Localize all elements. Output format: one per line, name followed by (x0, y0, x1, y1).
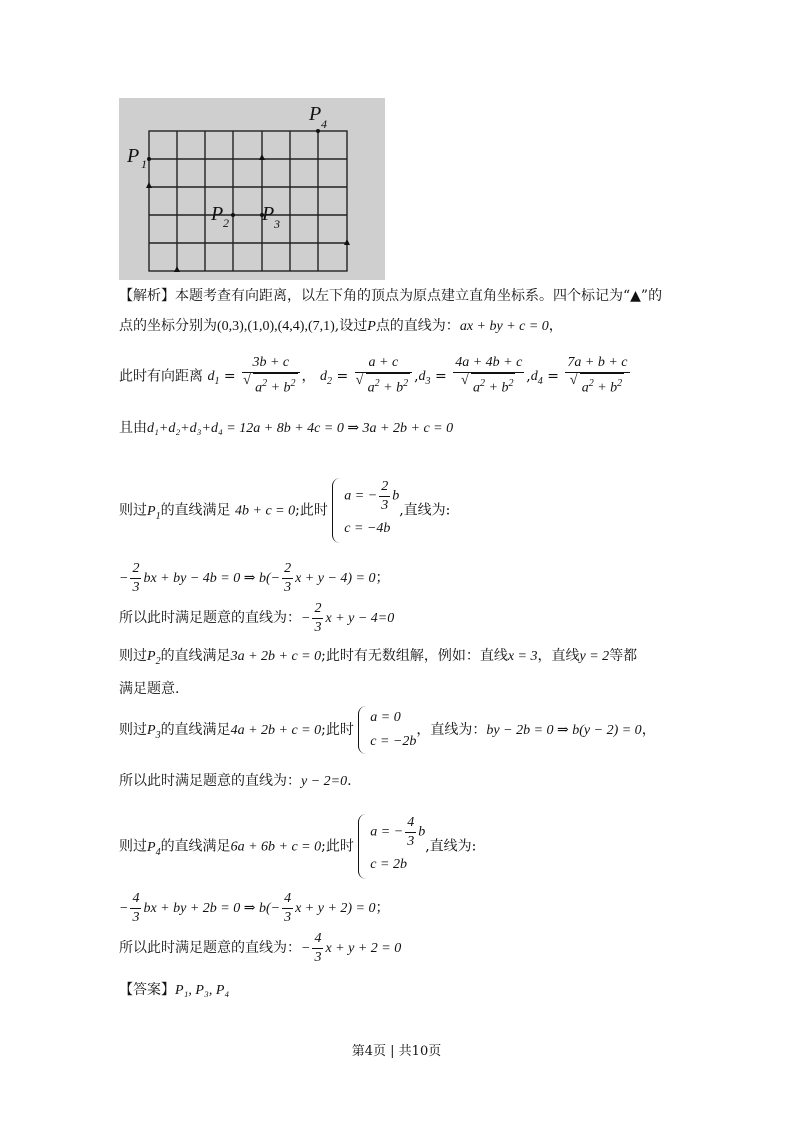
label-p4: P (309, 103, 322, 125)
p4-condition: 则过$P_4$的直线满足6a + 6b + c = 0;此时 a = − $\frac{4}{3}$ b c = 2b ,直线为: (119, 814, 476, 882)
point-p1 (147, 157, 151, 161)
point-p2 (231, 213, 235, 217)
point-p4 (316, 129, 320, 133)
grid-figure (119, 98, 385, 280)
marker-triangle (174, 266, 180, 272)
distance-formulas: 此时有向距离 $d_1$ = 3b + c √ $a^2 + b^2$ ， $d_2$ = a + c √ $a^2 + b^2$ $,d_3$ = 4a + 4b + c √ $a^2 + b^2$ $,d_4$ = 7a + b + c √ $a^2 + b^2$ (119, 354, 632, 402)
grid-diagram (119, 98, 385, 280)
analysis-line-2: 点的坐标分别为(0,3),(1,0),(4,4),(7,1),设过P点的直线为：ax + by + c = 0， (119, 318, 563, 334)
p2-condition: 则过$P_2$的直线满足3a + 2b + c = 0;此时有无数组解，例如：直线x = 3，直线y = 2等都 (119, 648, 638, 667)
p1-condition: 则过$P_1$的直线满足 4b + c = 0;此时 a = − $\frac{2}{3}$ b c = −4b ,直线为: (119, 478, 450, 546)
label-p1: P (127, 145, 140, 167)
p4-line-derivation: − $\frac{4}{3}$ bx + by + 2b = 0 ⇒ b(− $\frac{4}{3}$ x + y + 2) = 0； (119, 890, 390, 926)
svg-text:3: 3 (274, 217, 280, 231)
label-p2: P (211, 203, 224, 225)
svg-text:4: 4 (321, 117, 327, 131)
p3-condition: 则过$P_3$的直线满足4a + 2b + c = 0;此时 a = 0 c = −2b ，直线为：by − 2b = 0 ⇒ b(y − 2) = 0， (119, 702, 656, 764)
marker-triangle (146, 182, 152, 188)
svg-text:2: 2 (223, 216, 229, 230)
answer-line: 【答案】P₁, P₃, P₄ (119, 982, 230, 998)
label-p3: P (262, 203, 275, 225)
page-footer: 第4页 | 共10页 (351, 1044, 442, 1059)
analysis-line-1: 【解析】本题考查有向距离，以左下角的顶点为原点建立直角坐标系。四个标记为“▲”的 (119, 288, 663, 304)
p1-result: 所以此时满足题意的直线为：− $\frac{2}{3}$ x + y − 4=0 (119, 601, 395, 636)
svg-text:1: 1 (141, 157, 147, 171)
marker-triangle (344, 239, 350, 245)
p2-note: 满足题意. (119, 681, 180, 697)
marker-triangle (259, 154, 265, 160)
p3-result: 所以此时满足题意的直线为：y − 2=0. (119, 773, 352, 789)
sum-equation: 且由d₁+d₂+d₃+d₄ = 12a + 8b + 4c = 0 ⇒ 3a + 2b + c = 0 (119, 420, 454, 436)
p1-line-derivation: − $\frac{2}{3}$ bx + by − 4b = 0 ⇒ b(− $\frac{2}{3}$ x + y − 4) = 0； (119, 560, 390, 596)
p4-result: 所以此时满足题意的直线为：− $\frac{4}{3}$ x + y + 2 = 0 (119, 931, 402, 966)
